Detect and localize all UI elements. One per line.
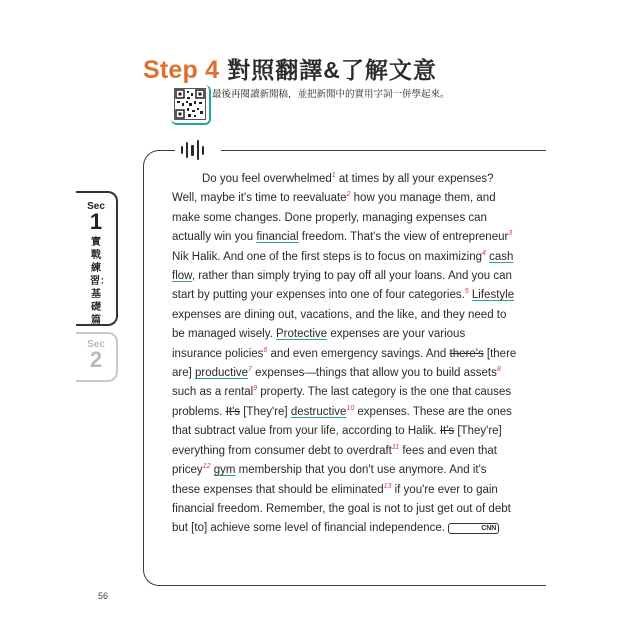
- vocab-term: productive: [195, 367, 249, 380]
- footnote-number: 5: [464, 288, 469, 296]
- footnote-number: 7: [248, 366, 252, 374]
- text-run: , rather than simply trying to pay off all your loans. And you can start by putting your expenses into one of four categories.: [172, 270, 512, 302]
- footnote-number: 9: [253, 385, 258, 393]
- text-run: and even emergency savings. And: [267, 347, 450, 360]
- audio-wave-icon[interactable]: [181, 139, 211, 161]
- struck-text: It's: [225, 405, 241, 418]
- vocab-term: Lifestyle: [471, 289, 515, 302]
- article-body: [172, 170, 517, 539]
- footnote-number: 12: [202, 463, 211, 471]
- footnote-number: 1: [331, 172, 336, 180]
- struck-text: It's: [439, 425, 455, 438]
- text-run: membership that you don't use anymore. And it's these expenses that should be eliminated: [172, 464, 487, 496]
- tab-sec-number: 2: [89, 347, 103, 372]
- text-run: if you're ever to gain financial freedom. Remember, the goal is not to just get out of debt but [to] achieve some level of financial independence.: [172, 483, 511, 535]
- footnote-number: 11: [391, 443, 400, 451]
- text-run: [They're] everything from consumer debt to overdraft: [172, 425, 502, 457]
- text-run: freedom. That's the view of entrepreneur: [298, 231, 509, 244]
- footnote-number: 2: [346, 191, 351, 199]
- text-run: expenses. These are the ones that subtract value from your life, according to Halik.: [172, 405, 512, 438]
- vocab-term: Protective: [275, 328, 328, 341]
- tab-sec-1[interactable]: [76, 191, 118, 326]
- text-run: expenses are dining out, vacations, and the like, and they need to be managed wisely.: [172, 308, 507, 341]
- vocab-term: financial: [256, 231, 299, 244]
- struck-text: there's: [449, 347, 484, 360]
- tab-sec-2[interactable]: [76, 332, 118, 382]
- footnote-number: 13: [383, 482, 392, 490]
- vocab-term: destructive: [290, 405, 347, 418]
- footnote-number: 10: [346, 405, 355, 413]
- vocab-term: gym: [213, 464, 236, 477]
- qr-code-icon[interactable]: [174, 88, 206, 120]
- text-run: property. The last category is the one that causes problems.: [172, 386, 512, 418]
- footnote-number: 4: [482, 249, 486, 257]
- text-run: [They're]: [240, 405, 291, 418]
- text-run: expenses—things that allow you to build assets: [251, 367, 497, 380]
- text-run: such as a rental: [172, 386, 254, 399]
- footnote-number: 3: [508, 230, 513, 238]
- cnn-logo-icon: CNN: [448, 523, 499, 534]
- footnote-number: 6: [263, 346, 268, 354]
- section-header: [143, 52, 437, 84]
- step-title: 對照翻譯&了解文意: [227, 57, 437, 83]
- page-number: 56: [98, 591, 109, 601]
- tab-sec-label: Sec: [87, 339, 105, 350]
- tab-sec-title: 實戰練習：基礎篇: [90, 237, 110, 326]
- step-label: Step 4: [143, 56, 220, 84]
- tab-sec-label: Sec: [87, 201, 105, 212]
- footnote-number: 8: [496, 366, 501, 374]
- article-paragraph: [172, 170, 517, 539]
- vocab-term: cash flow: [172, 250, 514, 283]
- text-run: [there are]: [172, 347, 517, 380]
- text-run: how you manage them, and make some changes. Done properly, managing expenses can actually win you: [172, 192, 496, 244]
- text-run: fees and even that pricey: [172, 444, 497, 477]
- text-run: expenses are your various insurance policies: [172, 328, 466, 360]
- instruction-text: 最後再閱讀新聞稿，並把新聞中的實用字詞一併學起來。: [212, 89, 450, 100]
- text-run: at times by all your expenses? Well, maybe it's time to reevaluate: [172, 173, 494, 205]
- text-run: Nik Halik. And one of the first steps is to focus on maximizing: [172, 250, 482, 263]
- text-run: Do you feel overwhelmed: [202, 173, 332, 185]
- tab-sec-number: 1: [89, 209, 103, 234]
